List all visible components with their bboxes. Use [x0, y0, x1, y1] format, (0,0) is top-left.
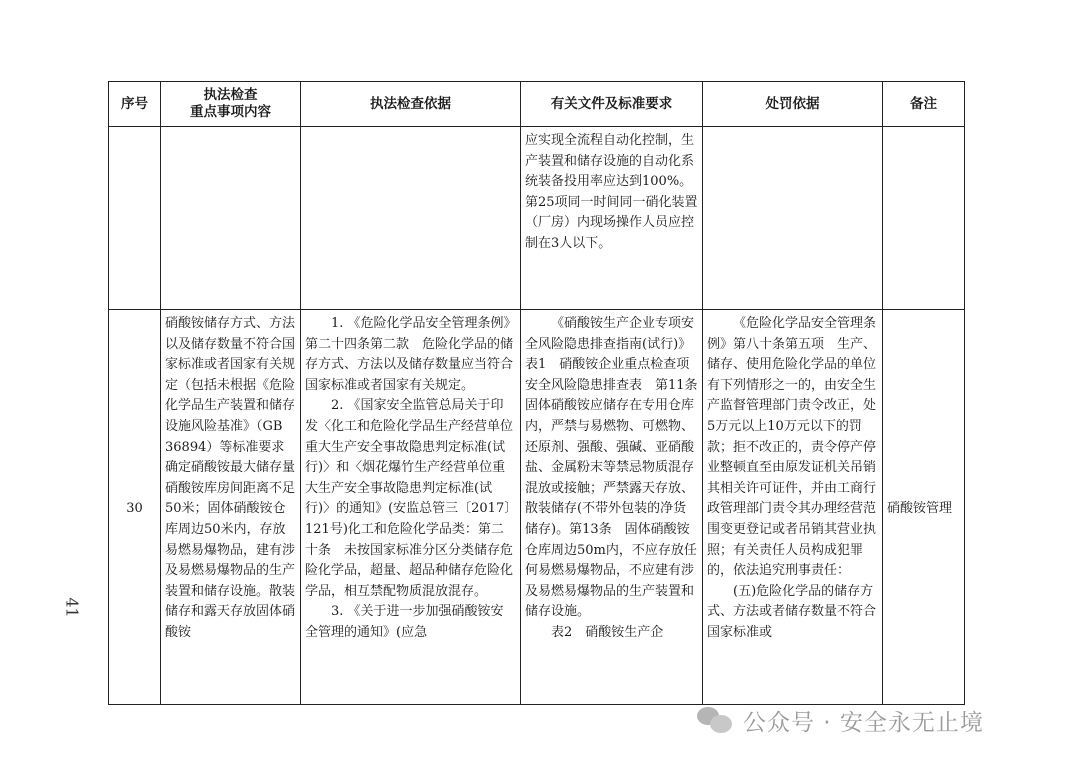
cell-standard: [521, 310, 711, 705]
cell-num: 30: [109, 310, 161, 705]
basis-paragraph-1: 1. 《危险化学品安全管理条例》第二十四条第二款 危险化学品的储存方式、方法以及储存数量应当符合国家标准或者国家有关规定。: [305, 316, 514, 393]
cell-content: [161, 310, 301, 705]
cell-basis: [301, 127, 521, 310]
cell-penalty: [703, 127, 883, 310]
cell-num: [109, 127, 161, 310]
basis-paragraph-2: 2. 《国家安全监管总局关于印发〈化工和危险化学品生产经营单位重大生产安全事故隐患判定标准(试行)〉和〈烟花爆竹生产经营单位重大生产安全事故隐患判定标准(试行)〉的通知》(安监总管三〔2017〕121号)化工和危险化学品类：第二十条 未按国家标准分区分类储存危险化学品，超量、超品种储存危险化学品，相互禁配物质混放混存。: [305, 398, 514, 599]
header-note: 备注: [883, 82, 965, 127]
watermark-text: 公众号 · 安全永无止境: [743, 709, 984, 736]
header-basis: 执法检查依据: [301, 82, 521, 127]
header-standard: 有关文件及标准要求: [521, 82, 703, 127]
table-row: [109, 310, 965, 705]
penalty-paragraph-2: (五)危险化学品的储存方式、方法或者储存数量不符合国家标准或: [707, 583, 877, 640]
regulation-table: [108, 81, 965, 705]
watermark: [697, 703, 984, 737]
wechat-icon: [697, 705, 733, 735]
standard-paragraph: 应实现全流程自动化控制，生产装置和储存设施的自动化系统装备投用率应达到100%。第25项同一时间同一硝化装置（厂房）内现场操作人员应控制在3人以下。: [525, 133, 698, 251]
cell-content: [161, 127, 301, 310]
cell-note: [883, 127, 965, 310]
basis-paragraph-3: 3. 《关于进一步加强硝酸铵安全管理的通知》(应急: [305, 604, 504, 640]
content-paragraph: 硝酸铵储存方式、方法以及储存数量不符合国家标准或者国家有关规定（包括未根据《危险化学品生产装置和储存设施风险基准》（GB 36894）等标准要求确定硝酸铵最大储存量硝酸铵库房间距离不足50米；固体硝酸铵仓库周边50米内，存放易燃易爆物品，建有涉及易燃易爆物品的生产装置和储存设施。散装储存和露天存放固体硝酸铵: [165, 316, 296, 640]
cell-note: 硝酸铵管理: [883, 310, 965, 705]
header-penalty: 处罚依据: [703, 82, 883, 127]
cell-basis: [301, 310, 521, 705]
standard-paragraph-2: 表2 硝酸铵生产企: [551, 624, 664, 640]
cell-penalty: [703, 310, 883, 705]
header-seq: 序号: [109, 82, 161, 127]
table-row: [109, 127, 965, 310]
page-number: 41: [62, 597, 82, 618]
header-content: 执法检查 重点事项内容: [161, 82, 301, 127]
penalty-paragraph-1: 《危险化学品安全管理条例》第八十条第五项 生产、储存、使用危险化学品的单位有下列情形之一的，由安全生产监督管理部门责令改正，处5万元以上10万元以下的罚款；拒不改正的，责令停产停业整顿直至由原发证机关吊销其相关许可证件，并由工商行政管理部门责令其办理经营范围变更登记或者吊销其营业执照；有关责任人员构成犯罪的，依法追究刑事责任：: [707, 316, 877, 579]
standard-paragraph-1: 《硝酸铵生产企业专项安全风险隐患排查指南(试行)》表1 硝酸铵企业重点检查项安全风险隐患排查表 第11条 固体硝酸铵应储存在专用仓库内，严禁与易燃物、可燃物、还原剂、强酸、强碱、亚硝酸盐、金属粉末等禁忌物质混存混放或接触；严禁露天存放、散装储存(不带外包装的净货储存)。第13条 固体硝酸铵仓库周边50m内，不应存放任何易燃易爆物品，不应建有涉及易燃易爆物品的生产装置和储存设施。: [525, 316, 711, 620]
header-row: [109, 82, 965, 127]
cell-standard: [521, 127, 703, 310]
